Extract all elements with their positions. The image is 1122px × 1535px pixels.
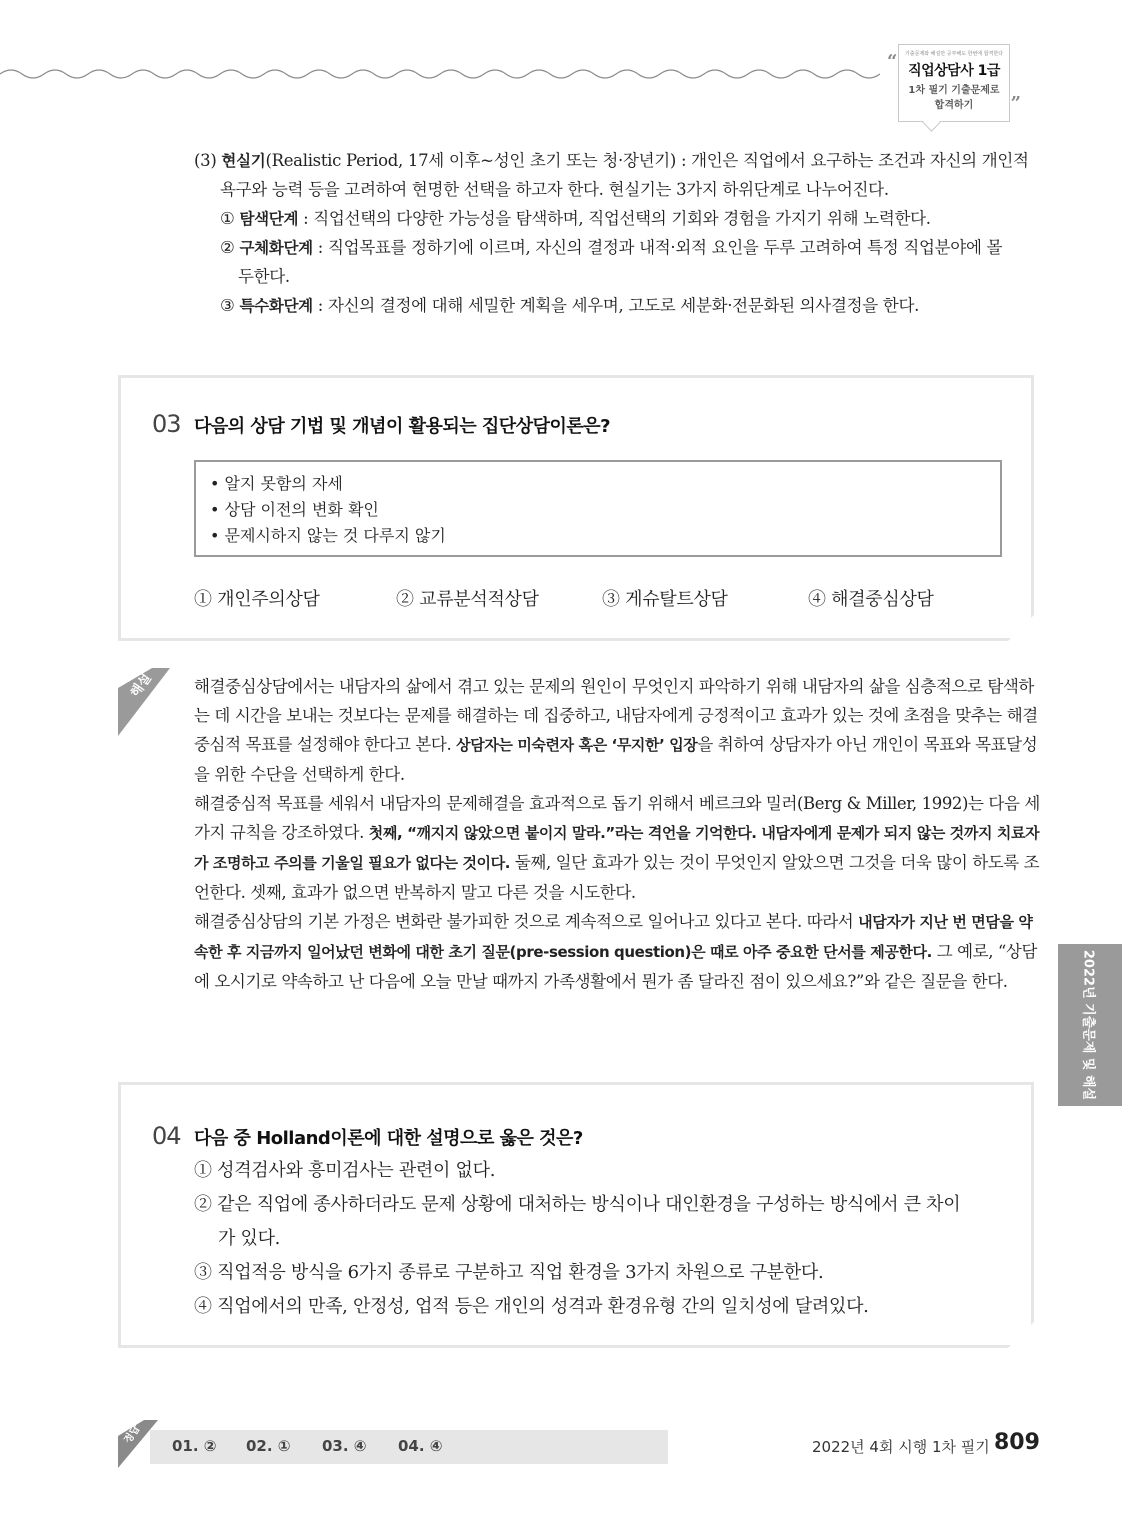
stage-crystallization: ② 구체화단계 : 직업목표를 정하기에 이르며, 자신의 결정과 내적·외적 요인을 두루 고려하여 특정 직업분야에 몰 [220,238,1003,257]
question-conditions-box [194,460,1002,557]
stage-exploration: ① 탐색단계 : 직업선택의 다양한 가능성을 탐색하며, 직업선택의 기회와 경험을 가지기 위해 노력한다. [220,209,931,228]
corner-cut [1008,1322,1034,1348]
page-number: 809 [994,1430,1040,1455]
question-number: 04 [152,1122,181,1150]
question-text: 다음 중 Holland이론에 대한 설명으로 옳은 것은? [194,1128,583,1149]
condition-item: • 문제시하지 않는 것 다루지 않기 [210,526,446,545]
chapter-side-tab [1058,944,1122,1106]
open-quote-icon: “ [887,51,898,72]
badge-subtitle: 1차 필기 기출문제로 [908,85,1000,96]
answer-tag-icon [118,1420,158,1468]
question-text: 다음의 상담 기법 및 개념이 활용되는 집단상담이론은? [194,416,611,437]
option-4[interactable]: ④ 해결중심상담 [808,589,934,610]
option-2[interactable]: ② 교류분석적상담 [396,589,539,610]
corner-cut [1008,615,1034,641]
answer-tag-label: 정답 [122,1423,143,1446]
answer-item: 01. ② [172,1437,217,1455]
answer-item: 02. ① [246,1437,291,1455]
speech-tail [922,113,940,131]
option-3[interactable]: ③ 게슈탈트상담 [602,589,728,610]
question-number: 03 [152,410,181,438]
chapter-side-tab-label: 2022년 기출문제 및 해설 [1080,949,1096,1101]
explanation-paragraph-1: 해결중심상담에서는 내담자의 삶에서 겪고 있는 문제의 원인이 무엇인지 파악하기 위해 내담자의 삶을 심층적으로 탐색하는 데 시간을 보내는 것보다는 문제를 해결하는 데 집중하고, 내담자에게 긍정적이고 효과가 있는 것에 초점을 맞추는 해결중심적 목표를 설정해야 한다고 본다. 상담자는 미숙련자 혹은 ‘무지한’ 입장을 취하여 상담자가 아닌 개인이 목표와 목표달성을 위한 수단을 선택하게 한다. [194,677,1038,784]
condition-item: • 알지 못함의 자세 [210,474,343,493]
condition-item: • 상담 이전의 변화 확인 [210,500,379,519]
realistic-period-intro: (3) 현실기(Realistic Period, 17세 이후~성인 초기 또는 청·장년기) : 개인은 직업에서 요구하는 조건과 자신의 개인적 [194,151,1029,170]
exam-info: 2022년 4회 시행 1차 필기 [812,1438,990,1456]
close-quote-icon: ” [1010,93,1021,114]
stage-specification: ③ 특수화단계 : 자신의 결정에 대해 세밀한 계획을 세우며, 고도로 세분화·전문화된 의사결정을 한다. [220,296,920,315]
explanation-tag-label: 해설 [127,671,155,701]
option-1[interactable]: ① 개인주의상담 [194,589,320,610]
explanation-text [194,672,1040,996]
option-2-cont: 가 있다. [218,1228,281,1249]
explanation-paragraph-2: 해결중심적 목표를 세워서 내담자의 문제해결을 효과적으로 돕기 위해서 베르크와 밀러(Berg & Miller, 1992)는 다음 세 가지 규칙을 강조하였다. 첫째, “깨지지 않았으면 붙이지 말라.”라는 격언을 기억한다. 내담자에게 문제가 되지 않는 것까지 치료자가 조명하고 주의를 기울일 필요가 없다는 것이다. 둘째, 일단 효과가 있는 것이 무엇인지 알았으면 그것을 더욱 많이 하도록 조언한다. 셋째, 효과가 없으면 반복하지 말고 다른 것을 시도한다. [194,794,1040,902]
stage-crystallization-cont: 두한다. [238,267,290,286]
badge-subtitle-2: 합격하기 [934,100,974,111]
badge-title: 직업상담사 1급 [908,63,1000,79]
header-wave-line [0,62,880,86]
badge-tagline: 기출문제와 해설만 공부해도 한번에 합격한다 [904,51,1004,57]
option-2[interactable]: ② 같은 직업에 종사하더라도 문제 상황에 대처하는 방식이나 대인환경을 구성하는 방식에서 큰 차이 [194,1194,961,1215]
option-3[interactable]: ③ 직업적응 방식을 6가지 종류로 구분하고 직업 환경을 3가지 차원으로 구분한다. [194,1262,824,1283]
explanation-paragraph-3: 해결중심상담의 기본 가정은 변화란 불가피한 것으로 계속적으로 일어나고 있다고 본다. 따라서 내담자가 지난 번 면담을 약속한 후 지금까지 일어났던 변화에 대한 초기 질문(pre-session question)은 때로 아주 중요한 단서를 제공한다. 그 예로, “상담에 오시기로 약속하고 난 다음에 오늘 만날 때까지 가족생활에서 뭔가 좀 달라진 점이 있으세요?”와 같은 질문을 한다. [194,912,1038,991]
explanation-tag-icon [118,668,170,736]
realistic-period-intro-cont: 욕구와 능력 등을 고려하여 현명한 선택을 하고자 한다. 현실기는 3가지 하위단계로 나누어진다. [220,180,889,199]
option-1[interactable]: ① 성격검사와 흥미검사는 관련이 없다. [194,1160,496,1181]
answer-item: 04. ④ [398,1437,443,1455]
answer-item: 03. ④ [322,1437,367,1455]
book-title-badge [887,44,1021,122]
option-4[interactable]: ④ 직업에서의 만족, 안정성, 업적 등은 개인의 성격과 환경유형 간의 일치성에 달려있다. [194,1296,869,1317]
